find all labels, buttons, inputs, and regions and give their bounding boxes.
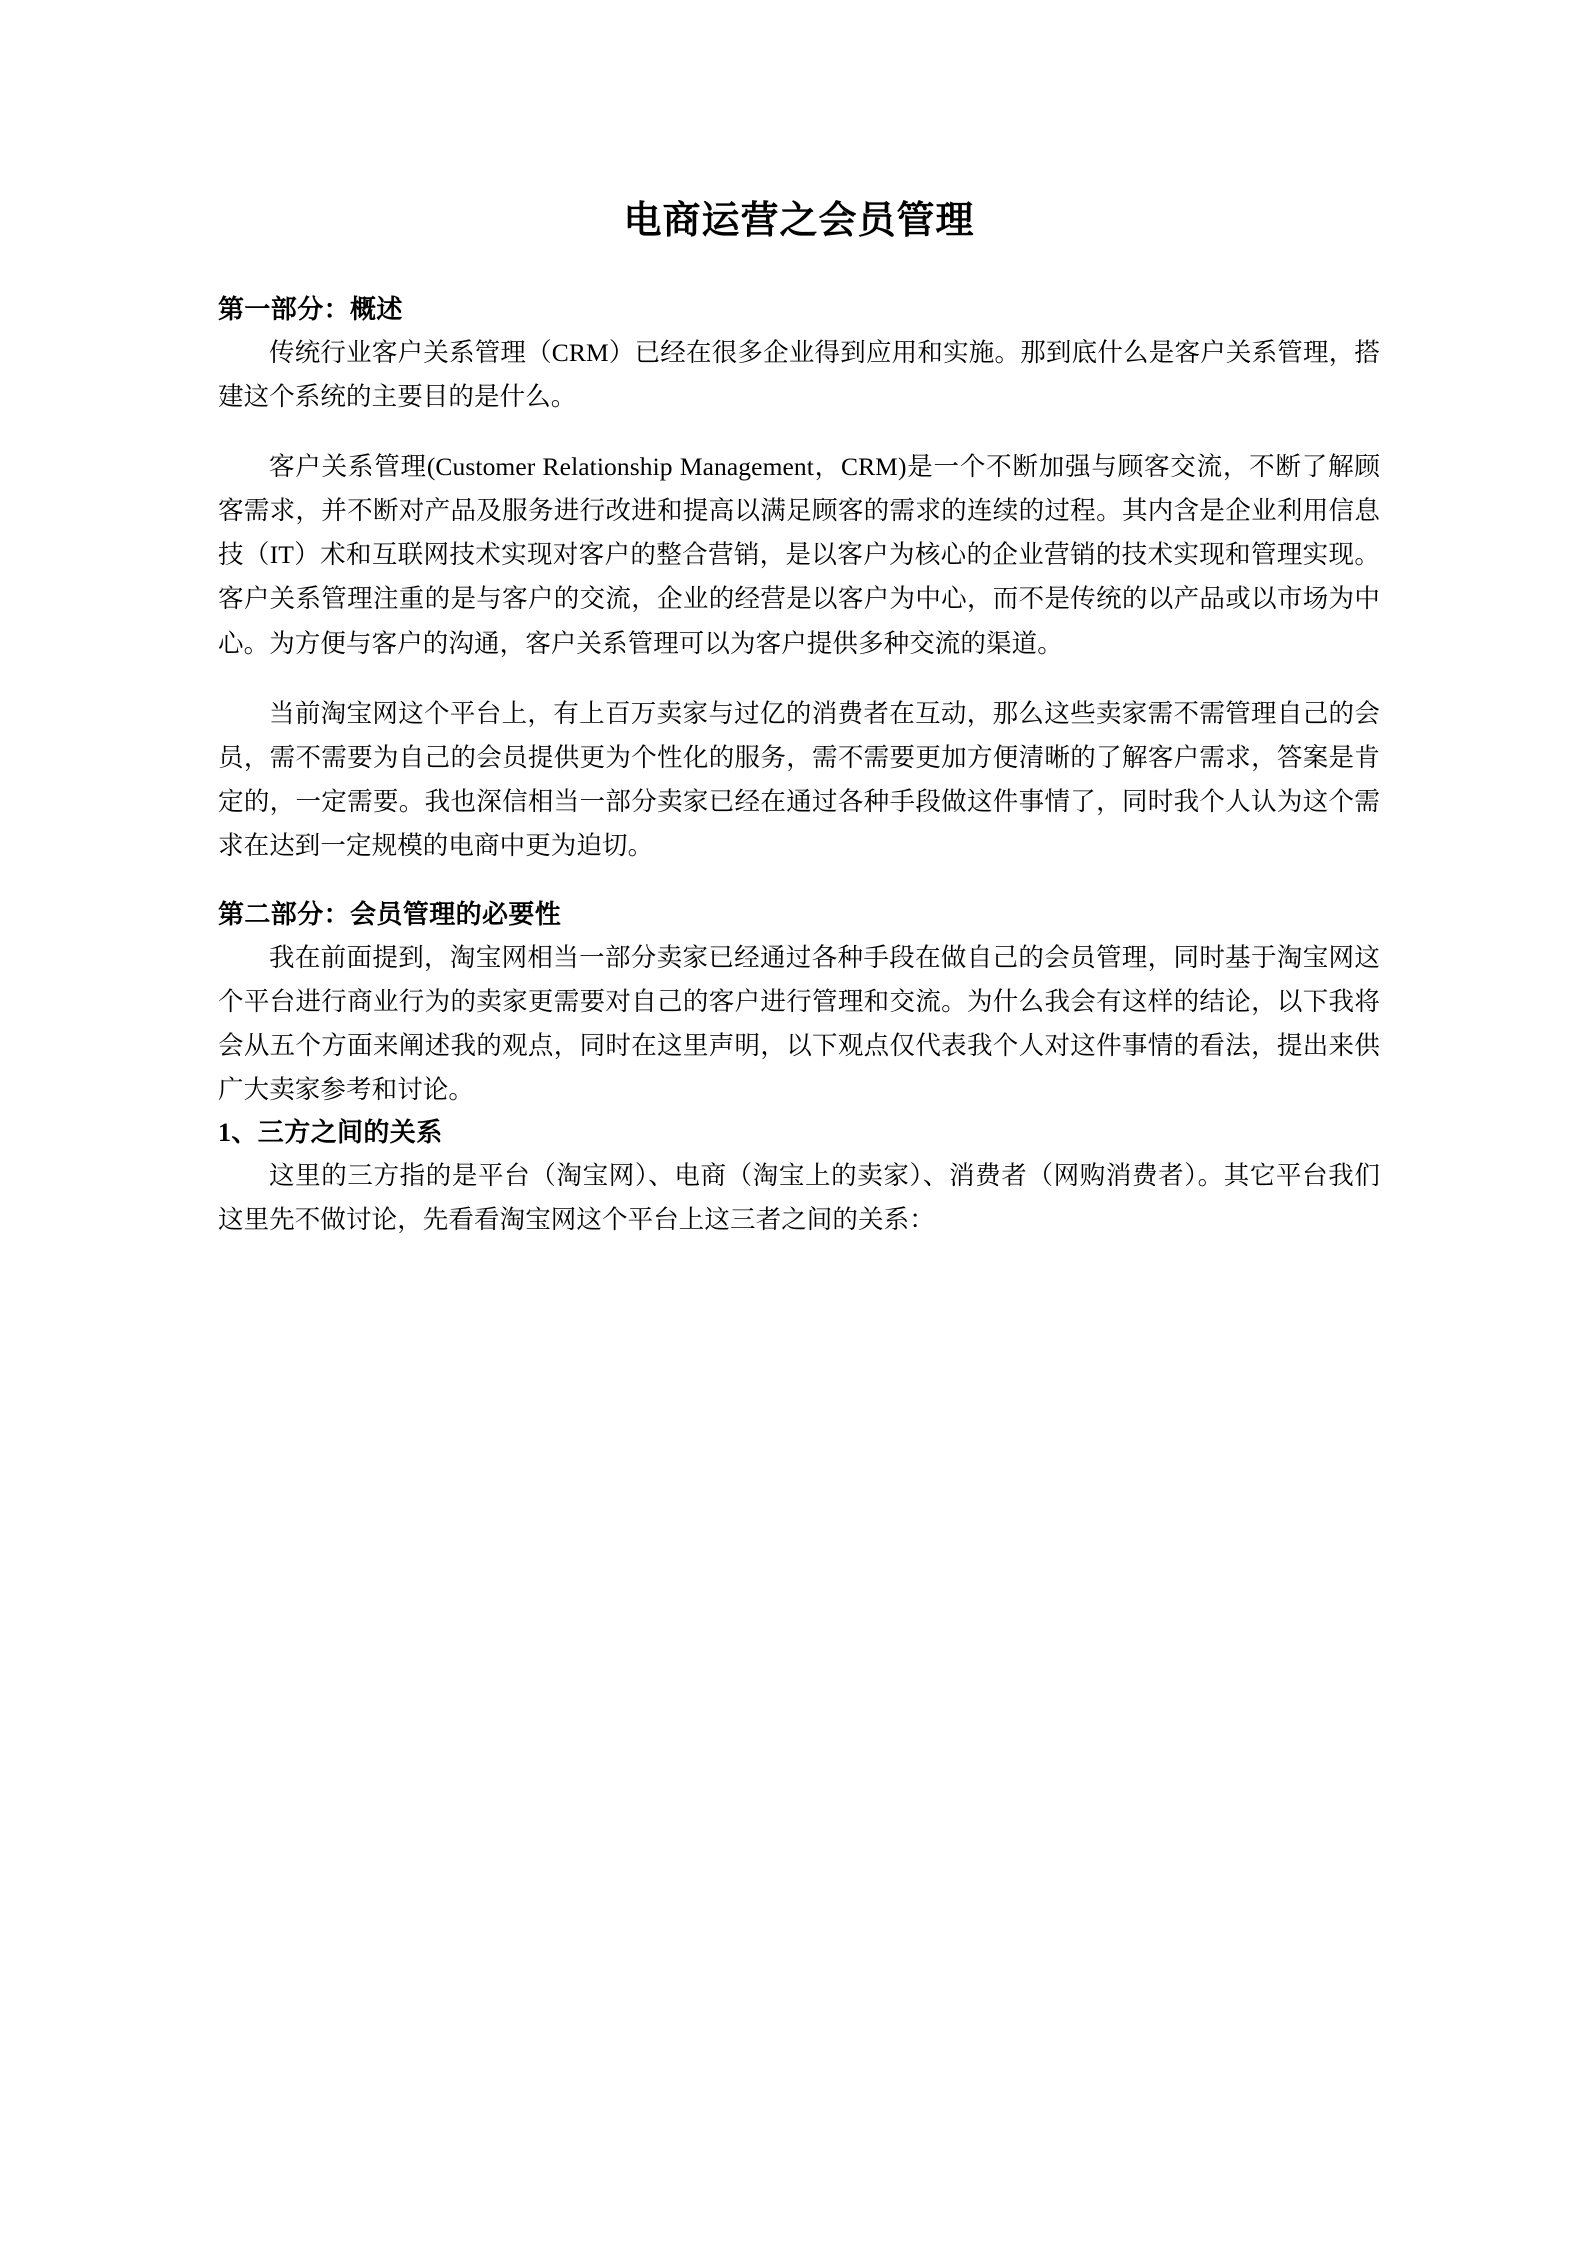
spacer [218,666,1380,692]
subsection-heading-three-party-relationship: 1、三方之间的关系 [218,1118,443,1148]
paragraph-three-party-relationship-1: 这里的三方指的是平台（淘宝网）、电商（淘宝上的卖家）、消费者（网购消费者）。其它平台我们这里先不做讨论，先看看淘宝网这个平台上这三者之间的关系： [218,1160,1380,1234]
section-heading-part-one: 第一部分：概述 [218,295,403,325]
page-title: 电商运营之会员管理 [623,200,975,242]
spacer [218,868,1380,894]
paragraph-necessity-1: 我在前面提到，淘宝网相当一部分卖家已经通过各种手段在做自己的会员管理，同时基于淘宝网这个平台进行商业行为的卖家更需要对自己的客户进行管理和交流。为什么我会有这样的结论，以下我将会从五个方面来阐述我的观点，同时在这里声明，以下观点仅代表我个人对这件事情的看法，提出来供广大卖家参考和讨论。 [218,942,1380,1105]
spacer [218,419,1380,445]
spacer [218,247,1380,289]
page-content [218,0,1380,1242]
paragraph-overview-3: 当前淘宝网这个平台上，有上百万卖家与过亿的消费者在互动，那么这些卖家需不需管理自己的会员，需不需要为自己的会员提供更为个性化的服务，需不需要更加方便清晰的了解客户需求，答案是肯定的，一定需要。我也深信相当一部分卖家已经在通过各种手段做这件事情了，同时我个人认为这个需求在达到一定规模的电商中更为迫切。 [218,698,1380,860]
paragraph-overview-1: 传统行业客户关系管理（CRM）已经在很多企业得到应用和实施。那到底什么是客户关系管理，搭建这个系统的主要目的是什么。 [218,337,1380,411]
section-heading-part-two: 第二部分：会员管理的必要性 [218,900,562,930]
paragraph-overview-2: 客户关系管理(Customer Relationship Management，CRM)是一个不断加强与顾客交流，不断了解顾客需求，并不断对产品及服务进行改进和提高以满足顾客的需求的连续的过程。其内含是企业利用信息技（IT）术和互联网技术实现对客户的整合营销，是以客户为核心的企业营销的技术实现和管理实现。客户关系管理注重的是与客户的交流，企业的经营是以客户为中心，而不是传统的以产品或以市场为中心。为方便与客户的沟通，客户关系管理可以为客户提供多种交流的渠道。 [218,452,1380,658]
